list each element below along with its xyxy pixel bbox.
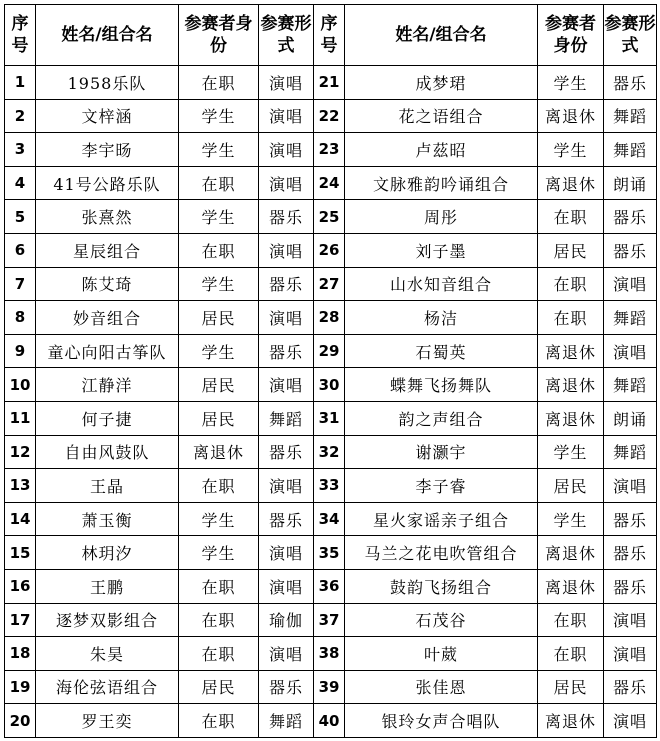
entry-identity: 在职 [179,704,259,738]
entry-name: 周彤 [345,200,538,234]
entry-identity: 在职 [179,603,259,637]
table-row [5,368,657,402]
entry-form: 演唱 [259,368,314,402]
entry-identity: 离退休 [538,401,604,435]
entry-name: 石蜀英 [345,334,538,368]
entry-number: 11 [5,401,36,435]
entry-number: 7 [5,267,36,301]
table-row [5,334,657,368]
entry-number: 12 [5,435,36,469]
entry-number: 17 [5,603,36,637]
entry-number: 14 [5,502,36,536]
entry-name: 林玥汐 [36,536,179,570]
entry-number: 15 [5,536,36,570]
entry-identity: 居民 [179,301,259,335]
participant-table [4,4,657,738]
entry-form: 演唱 [604,334,657,368]
entry-name: 自由风鼓队 [36,435,179,469]
entry-name: 花之语组合 [345,99,538,133]
entry-identity: 在职 [538,603,604,637]
table-row [5,301,657,335]
entry-identity: 离退休 [538,166,604,200]
entry-form: 演唱 [259,301,314,335]
entry-number: 13 [5,469,36,503]
entry-form: 瑜伽 [259,603,314,637]
entry-identity: 居民 [179,401,259,435]
entry-form: 演唱 [259,166,314,200]
table-row [5,166,657,200]
header-identity-right: 参赛者身份 [538,5,604,66]
entry-name: 韵之声组合 [345,401,538,435]
entry-form: 演唱 [604,637,657,671]
entry-number: 9 [5,334,36,368]
entry-identity: 居民 [538,670,604,704]
entry-number: 16 [5,569,36,603]
entry-identity: 在职 [538,267,604,301]
entry-name: 妙音组合 [36,301,179,335]
entry-identity: 学生 [179,99,259,133]
table-row [5,637,657,671]
entry-name: 江静洋 [36,368,179,402]
header-row [5,5,657,66]
entry-number: 6 [5,233,36,267]
entry-form: 演唱 [604,469,657,503]
entry-identity: 居民 [538,469,604,503]
entry-identity: 学生 [538,435,604,469]
entry-number: 21 [314,66,345,100]
header-name-right: 姓名/组合名 [345,5,538,66]
entry-number: 23 [314,133,345,167]
entry-identity: 在职 [179,637,259,671]
entry-identity: 离退休 [538,569,604,603]
entry-name: 石茂谷 [345,603,538,637]
entry-name: 萧玉衡 [36,502,179,536]
entry-identity: 在职 [179,569,259,603]
entry-name: 谢灏宇 [345,435,538,469]
table-row [5,200,657,234]
entry-form: 舞蹈 [604,435,657,469]
header-identity-left: 参赛者身份 [179,5,259,66]
entry-name: 何子捷 [36,401,179,435]
entry-name: 张熹然 [36,200,179,234]
entry-name: 李子睿 [345,469,538,503]
entry-identity: 学生 [538,502,604,536]
entry-number: 32 [314,435,345,469]
table-row [5,603,657,637]
table-row [5,569,657,603]
entry-name: 海伦弦语组合 [36,670,179,704]
entry-number: 31 [314,401,345,435]
entry-identity: 离退休 [538,334,604,368]
entry-identity: 在职 [179,469,259,503]
entry-identity: 在职 [179,166,259,200]
entry-name: 刘子墨 [345,233,538,267]
table-row [5,502,657,536]
entry-form: 演唱 [259,66,314,100]
entry-number: 34 [314,502,345,536]
entry-form: 器乐 [259,267,314,301]
entry-number: 2 [5,99,36,133]
entry-identity: 居民 [538,233,604,267]
entry-name: 张佳恩 [345,670,538,704]
entry-form: 演唱 [259,637,314,671]
entry-name: 马兰之花电吹管组合 [345,536,538,570]
entry-identity: 学生 [179,334,259,368]
entry-form: 器乐 [604,536,657,570]
entry-name: 41号公路乐队 [36,166,179,200]
table-row [5,133,657,167]
entry-identity: 离退休 [538,704,604,738]
table-row [5,704,657,738]
entry-name: 童心向阳古筝队 [36,334,179,368]
entry-name: 王晶 [36,469,179,503]
entry-form: 舞蹈 [604,368,657,402]
entry-identity: 居民 [179,368,259,402]
entry-identity: 居民 [179,670,259,704]
entry-name: 罗王奕 [36,704,179,738]
entry-number: 37 [314,603,345,637]
header-name-left: 姓名/组合名 [36,5,179,66]
entry-form: 器乐 [259,502,314,536]
entry-name: 朱昊 [36,637,179,671]
entry-form: 演唱 [259,133,314,167]
entry-number: 26 [314,233,345,267]
entry-form: 演唱 [259,469,314,503]
entry-form: 演唱 [604,267,657,301]
entry-name: 1958乐队 [36,66,179,100]
entry-form: 舞蹈 [604,133,657,167]
entry-name: 文梓涵 [36,99,179,133]
entry-form: 器乐 [604,569,657,603]
entry-form: 演唱 [604,603,657,637]
entry-number: 5 [5,200,36,234]
entry-form: 舞蹈 [259,401,314,435]
entry-identity: 在职 [538,301,604,335]
header-no-right: 序号 [314,5,345,66]
entry-form: 舞蹈 [259,704,314,738]
entry-name: 银玲女声合唱队 [345,704,538,738]
entry-form: 演唱 [259,569,314,603]
entry-name: 杨洁 [345,301,538,335]
entry-form: 演唱 [259,233,314,267]
table-row [5,536,657,570]
entry-name: 逐梦双影组合 [36,603,179,637]
header-form-right: 参赛形式 [604,5,657,66]
entry-name: 蝶舞飞扬舞队 [345,368,538,402]
entry-form: 朗诵 [604,166,657,200]
table-row [5,469,657,503]
entry-form: 器乐 [604,66,657,100]
entry-form: 器乐 [604,670,657,704]
entry-form: 器乐 [604,233,657,267]
entry-form: 器乐 [259,200,314,234]
entry-form: 演唱 [604,704,657,738]
table-body [5,66,657,738]
entry-form: 演唱 [259,536,314,570]
entry-number: 28 [314,301,345,335]
entry-name: 文脉雅韵吟诵组合 [345,166,538,200]
entry-number: 24 [314,166,345,200]
table-row [5,401,657,435]
header-no-left: 序号 [5,5,36,66]
entry-number: 20 [5,704,36,738]
entry-number: 30 [314,368,345,402]
entry-form: 朗诵 [604,401,657,435]
entry-number: 25 [314,200,345,234]
entry-name: 王鹏 [36,569,179,603]
entry-identity: 学生 [538,66,604,100]
entry-form: 器乐 [604,200,657,234]
entry-number: 18 [5,637,36,671]
entry-name: 星辰组合 [36,233,179,267]
table-row [5,233,657,267]
entry-form: 演唱 [259,99,314,133]
entry-name: 陈艾琦 [36,267,179,301]
entry-number: 3 [5,133,36,167]
entry-number: 10 [5,368,36,402]
table-row [5,435,657,469]
entry-identity: 学生 [179,267,259,301]
entry-name: 鼓韵飞扬组合 [345,569,538,603]
entry-identity: 离退休 [538,536,604,570]
entry-name: 卢茲昭 [345,133,538,167]
entry-identity: 在职 [179,233,259,267]
entry-number: 19 [5,670,36,704]
table-row [5,267,657,301]
entry-identity: 在职 [538,637,604,671]
entry-number: 36 [314,569,345,603]
entry-form: 器乐 [604,502,657,536]
table-row [5,670,657,704]
table-row [5,99,657,133]
entry-number: 39 [314,670,345,704]
entry-name: 山水知音组合 [345,267,538,301]
entry-number: 8 [5,301,36,335]
entry-identity: 学生 [538,133,604,167]
entry-identity: 学生 [179,536,259,570]
entry-number: 38 [314,637,345,671]
entry-number: 29 [314,334,345,368]
entry-identity: 在职 [179,66,259,100]
table-row [5,66,657,100]
entry-form: 舞蹈 [604,301,657,335]
entry-number: 40 [314,704,345,738]
entry-identity: 学生 [179,502,259,536]
entry-number: 4 [5,166,36,200]
entry-identity: 学生 [179,133,259,167]
entry-name: 李宇旸 [36,133,179,167]
entry-form: 器乐 [259,435,314,469]
entry-form: 舞蹈 [604,99,657,133]
entry-number: 27 [314,267,345,301]
entry-number: 22 [314,99,345,133]
entry-number: 1 [5,66,36,100]
entry-number: 33 [314,469,345,503]
entry-identity: 离退休 [538,99,604,133]
entry-form: 器乐 [259,670,314,704]
entry-form: 器乐 [259,334,314,368]
entry-identity: 学生 [179,200,259,234]
entry-number: 35 [314,536,345,570]
entry-identity: 在职 [538,200,604,234]
entry-name: 星火家谣亲子组合 [345,502,538,536]
entry-identity: 离退休 [538,368,604,402]
entry-name: 成梦珺 [345,66,538,100]
header-form-left: 参赛形式 [259,5,314,66]
entry-name: 叶葳 [345,637,538,671]
entry-identity: 离退休 [179,435,259,469]
